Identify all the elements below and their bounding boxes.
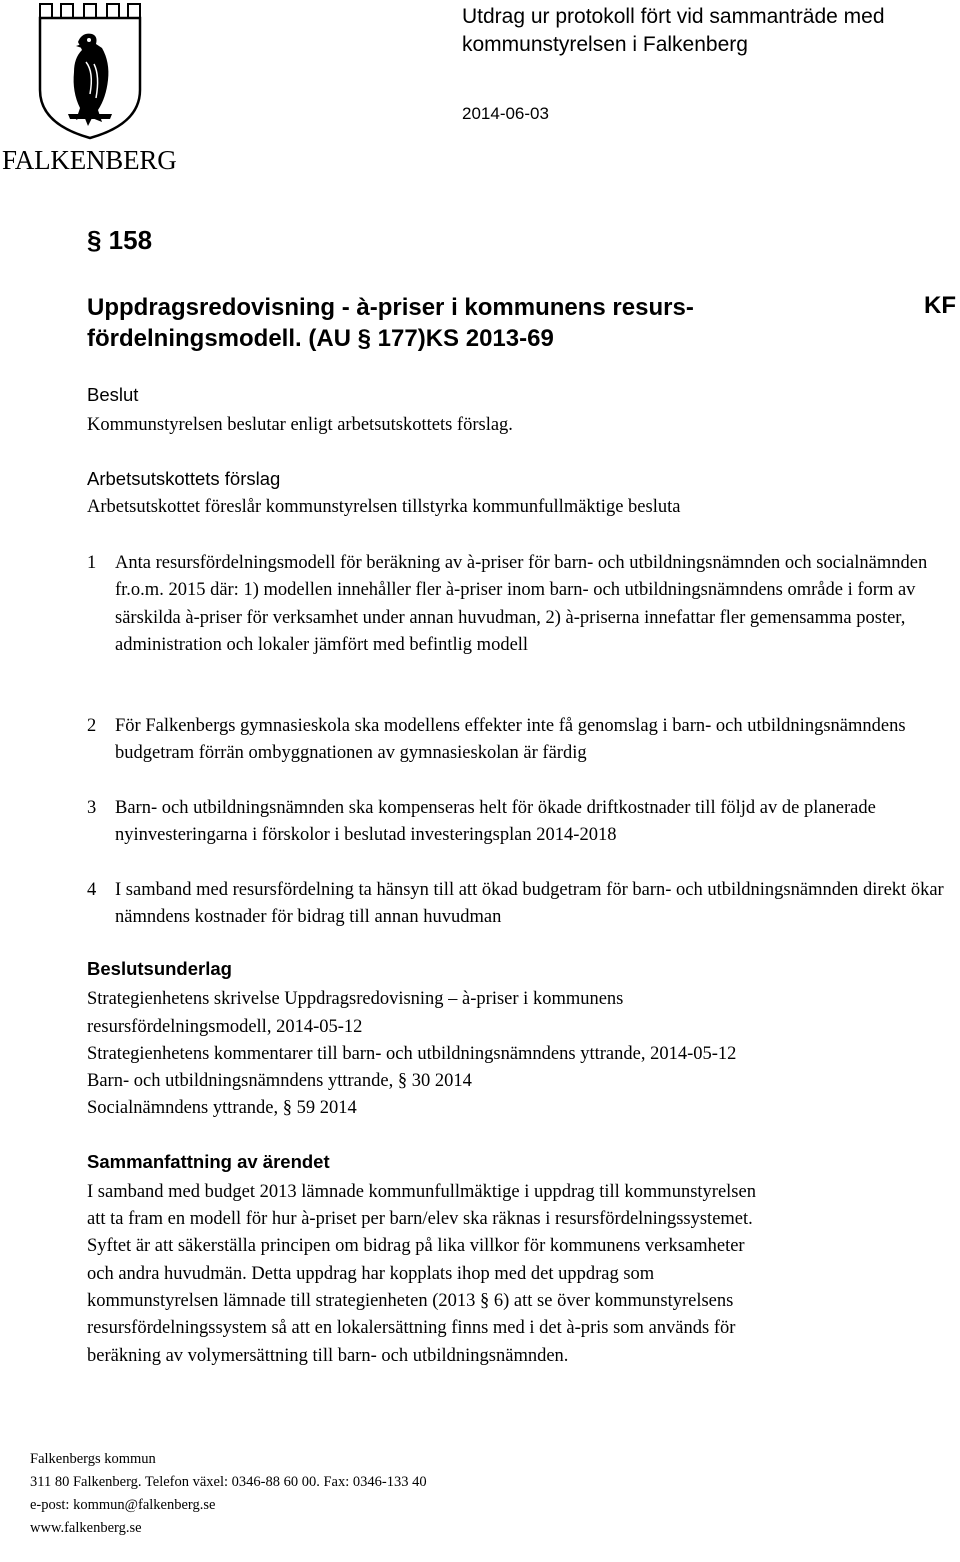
beslutsunderlag-line: Strategienhetens skrivelse Uppdragsredovisning – à-priser i kommunens: [87, 989, 624, 1009]
footer-web: www.falkenberg.se: [30, 1520, 142, 1536]
summary-line: beräkning av volymersättning till barn- och utbildningsnämnden.: [87, 1346, 569, 1366]
proposal-item-text: I samband med resursfördelning ta hänsyn till att ökad budgetram för barn- och utbildningsnämnden direkt ökar nämndens kostnader för bidrag till annan huvudman: [115, 880, 944, 928]
footer: [30, 1448, 427, 1540]
document-title: Utdrag ur protokoll fört vid sammanträde med kommunstyrelsen i Falkenberg: [462, 5, 885, 56]
subject-heading: [87, 292, 807, 354]
proposal-item-text: Barn- och utbildningsnämnden ska kompenseras helt för ökade driftkostnader till följd av de planerade nyinvesteringarna i förskolor i beslutad investeringsplan 2014-2018: [115, 798, 876, 846]
summary-line: att ta fram en modell för hur à-priset per barn/elev ska räknas i resursfördelningssystemet.: [87, 1209, 753, 1229]
footer-org: Falkenbergs kommun: [30, 1451, 156, 1467]
forslag-heading: Arbetsutskottets förslag: [87, 468, 281, 489]
footer-address: 311 80 Falkenberg. Telefon växel: 0346-88 60 00. Fax: 0346-133 40: [30, 1474, 427, 1490]
beslut-text: Kommunstyrelsen beslutar enligt arbetsutskottets förslag.: [87, 415, 513, 435]
summary-line: och andra huvudmän. Detta uppdrag har kopplats ihop med det uppdrag som: [87, 1264, 655, 1284]
footer-email: e-post: kommun@falkenberg.se: [30, 1497, 216, 1513]
proposal-item-number: 1: [87, 553, 97, 573]
beslutsunderlag-line: Socialnämndens yttrande, § 59 2014: [87, 1098, 357, 1118]
proposal-item-number: 3: [87, 798, 97, 818]
summary-line: resursfördelningssystem så att en lokalersättning finns med i det à-pris som används för: [87, 1318, 736, 1338]
summary-line: I samband med budget 2013 lämnade kommunfullmäktige i uppdrag till kommunstyrelsen: [87, 1182, 756, 1202]
paragraph-number: § 158: [87, 225, 153, 255]
sammanfattning-heading: Sammanfattning av ärendet: [87, 1151, 330, 1172]
subject-tag: KF: [924, 292, 956, 319]
beslutsunderlag-line: resursfördelningsmodell, 2014-05-12: [87, 1017, 363, 1037]
beslut-heading: Beslut: [87, 384, 139, 405]
proposal-item-number: 4: [87, 880, 97, 900]
beslutsunderlag-heading: Beslutsunderlag: [87, 958, 232, 979]
summary-line: Syftet är att säkerställa principen om bidrag på lika villkor för kommunens verksamheter: [87, 1236, 745, 1256]
proposal-item-text: Anta resursfördelningsmodell för beräkning av à-priser för barn- och utbildningsnämnden och socialnämnden fr.o.m. 2015 där: 1) modellen innehåller fler à-priser inom barn- och utbildningsnämndens område i form av särskilda à-priser för verksamhet under annan huvudman, 2) à-priserna innefattar fler gemensamma poster, administration och lokaler jämfört med befintlig modell: [115, 553, 928, 655]
beslutsunderlag-line: Barn- och utbildningsnämndens yttrande, § 30 2014: [87, 1071, 472, 1091]
falcon-coat-of-arms-icon: [38, 2, 142, 140]
proposal-item-number: 2: [87, 716, 97, 736]
subject-line-1: Uppdragsredovisning - à-priser i kommunens resurs-: [87, 294, 694, 321]
meeting-date: 2014-06-03: [462, 104, 549, 123]
beslutsunderlag-line: Strategienhetens kommentarer till barn- och utbildningsnämndens yttrande, 2014-05-12: [87, 1044, 737, 1064]
subject-line-2: fördelningsmodell. (AU § 177)KS 2013-69: [87, 325, 554, 352]
forslag-intro: Arbetsutskottet föreslår kommunstyrelsen tillstyrka kommunfullmäktige besluta: [87, 497, 681, 517]
summary-line: kommunstyrelsen lämnade till strategienheten (2013 § 6) att se över kommunstyrelsens: [87, 1291, 734, 1311]
proposal-item-text: För Falkenbergs gymnasieskola ska modellens effekter inte få genomslag i barn- och utbildningsnämndens budgetram förrän ombyggnationen av gymnasieskolan är färdig: [115, 716, 906, 764]
logo-name: FALKENBERG: [2, 145, 177, 175]
